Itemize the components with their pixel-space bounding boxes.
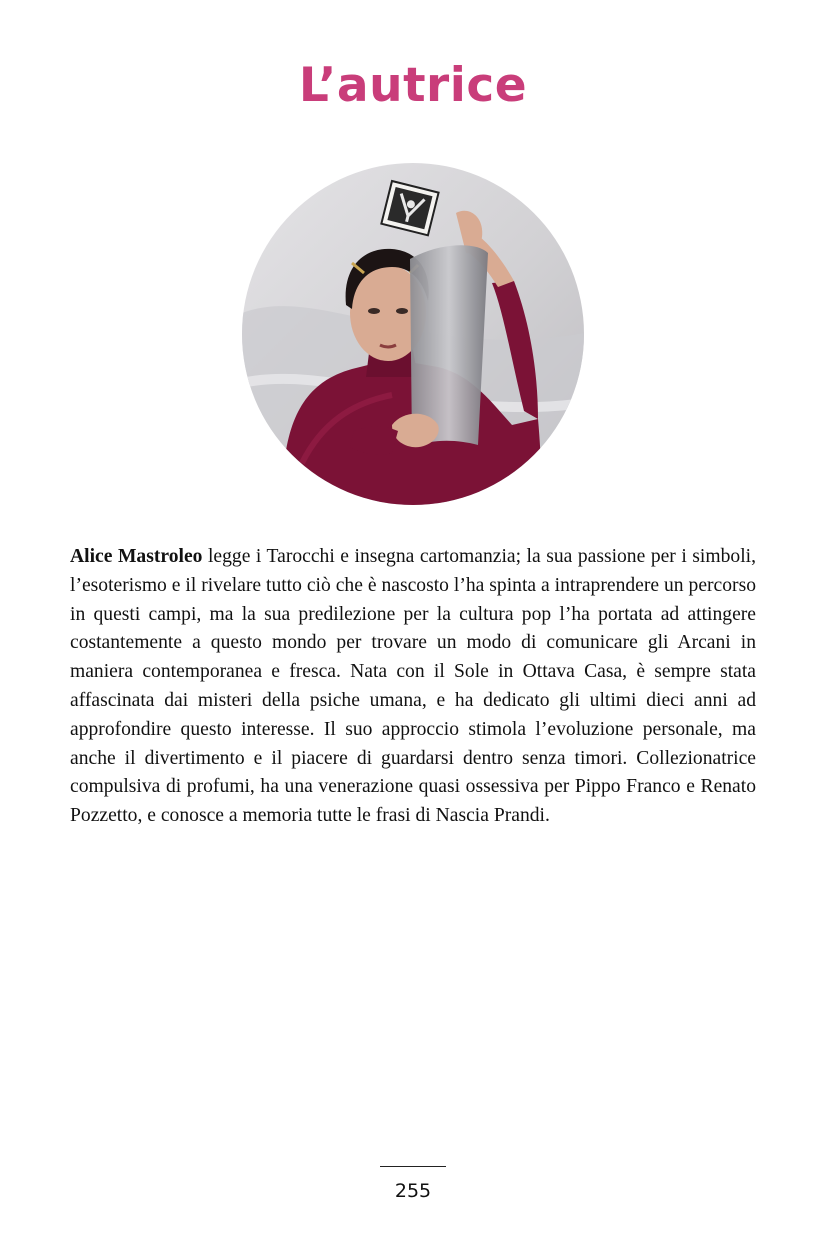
bio-text: legge i Tarocchi e insegna cartomanzia; la sua passione per i simboli, l’esoterismo e il rivelare tutto ciò che è nascosto l’ha spinta a intraprendere un percorso in questi campi, ma la sua predilezione per la cultura pop l’ha portata ad attingere costantemente a questo mondo per trovare un modo di comunicare gli Arcani in maniera contemporanea e fresca. Nata con il Sole in Ottava Casa, è sempre stata affascinata dai misteri della psiche umana, e ha dedicato gli ultimi dieci anni ad approfondire questo interesse. Il suo approccio stimola l’evoluzione personale, ma anche il divertimento e il piacere di guardarsi dentro senza timori. Collezionatrice compulsiva di profumi, ha una venerazione quasi ossessiva per Pippo Franco e Renato Pozzetto, e conosce a memoria tutte le frasi di Nascia Prandi. [70,546,756,827]
author-portrait [242,163,584,505]
page-number: 255 [394,1180,432,1202]
page-title: L’autrice [298,58,528,113]
author-bio [70,543,756,831]
author-name: Alice Mastroleo [70,546,203,567]
footer-rule [380,1166,446,1167]
